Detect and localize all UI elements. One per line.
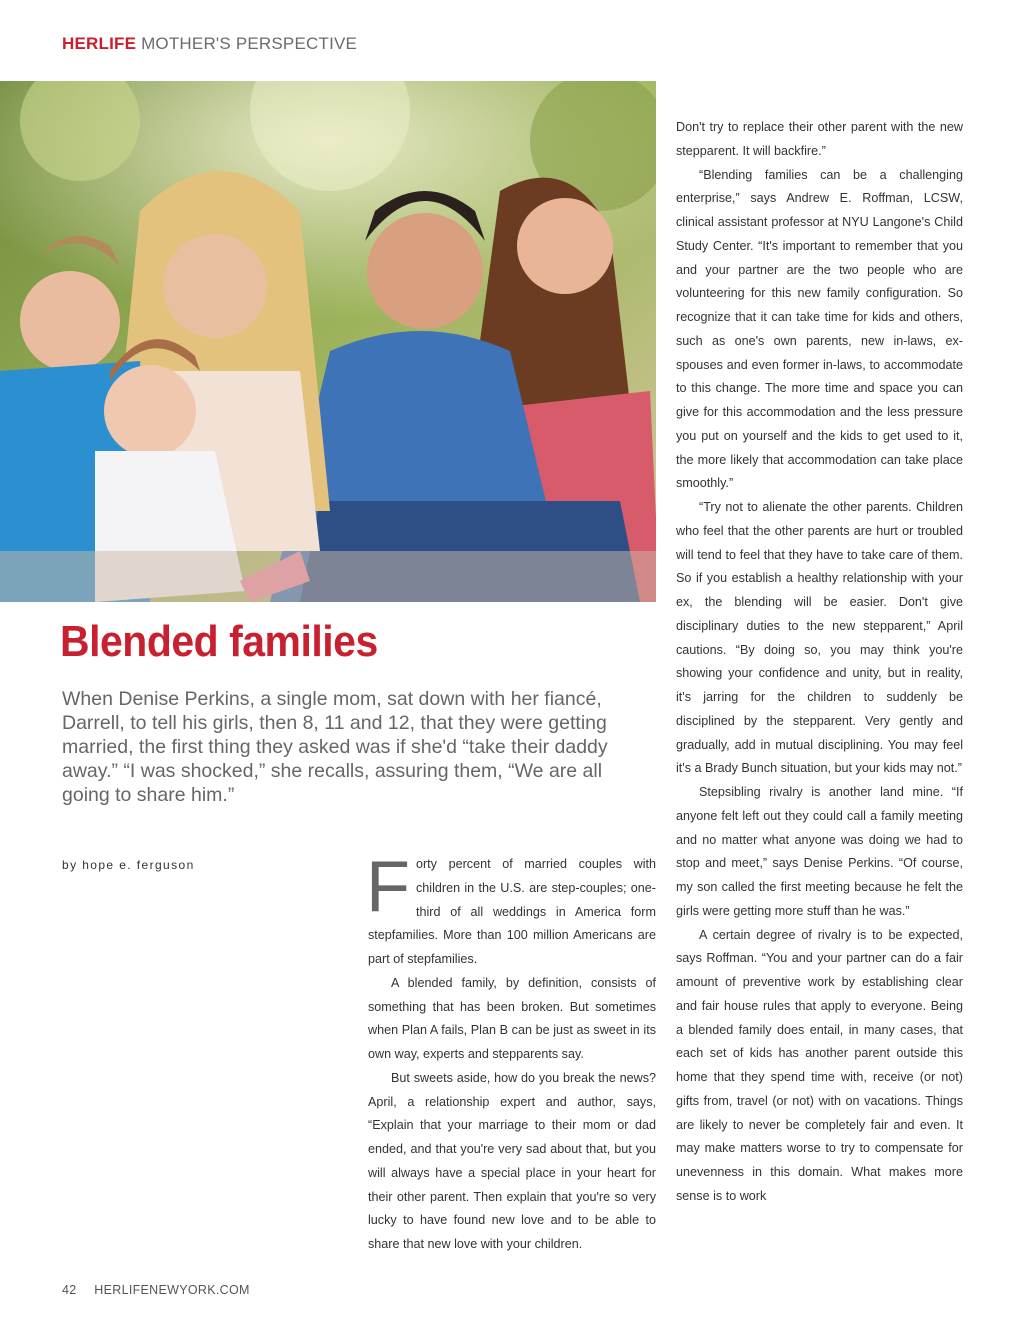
byline: by hope e. ferguson	[62, 858, 195, 872]
page-header	[62, 34, 357, 54]
drop-cap: F	[366, 847, 410, 927]
article-deck: When Denise Perkins, a single mom, sat down with her fiancé, Darrell, to tell his girls, then 8, 11 and 12, that they were getting married, the first thing they asked was if she'd “take their daddy away.” “I was shocked,” she recalls, assuring them, “We are all going to share him.”	[62, 688, 608, 806]
paragraph-text: orty percent of married couples with children in the U.S. are step-couples; one-third of all weddings in America form stepfamilies. More than 100 million Americans are part of stepfamilies.	[368, 857, 656, 966]
page-number: 42	[62, 1283, 77, 1297]
body-column-1	[366, 847, 656, 1257]
body-paragraph: “Blending families can be a challenging enterprise,” says Andrew E. Roffman, LCSW, clinical assistant professor at NYU Langone's Child Study Center. “It's important to remember that you and your partner are the two people who are volunteering for this new family configuration. So recognize that it can take time for kids and others, such as one's own parents, new in-laws, ex-spouses and even former in-laws, to accommodate to this change. The more time and space you can give for this accommodation and the less pressure you put on yourself and the kids to get used to it, the more likely that accommodation can take place smoothly.”	[676, 167, 963, 491]
page-footer	[62, 1283, 250, 1297]
body-paragraph: Stepsibling rivalry is another land mine. “If anyone felt left out they could call a family meeting and no matter what anyone was doing we had to stop and meet,” says Denise Perkins. “Of course, my son called the first meeting because he felt the girls were getting more stuff than he was.”	[676, 785, 963, 918]
family-photo	[0, 81, 656, 602]
body-paragraph: A certain degree of rivalry is to be expected, says Roffman. “You and your partner can do a fair amount of preventive work by establishing clear and fair house rules that apply to everyone. Being a blended family does entail, in many cases, that each set of kids has another parent outside this home that they spend time with, receive (or not) gifts from, travel (or not) with on vacations. Things are likely to never be completely fair and even. It may make matters worse to try to compensate for unevenness in this domain. What makes more sense is to work	[676, 927, 963, 1203]
website-url: HERLIFENEWYORK.COM	[94, 1283, 250, 1297]
body-paragraph: Don't try to replace their other parent with the new stepparent. It will backfire.”	[676, 120, 963, 158]
body-paragraph: A blended family, by definition, consists of something that has been broken. But sometimes when Plan A fails, Plan B can be just as sweet in its own way, experts and stepparents say.	[368, 975, 656, 1061]
body-column-2	[676, 116, 963, 1209]
section-name: MOTHER'S PERSPECTIVE	[141, 34, 358, 53]
body-paragraph: But sweets aside, how do you break the news? April, a relationship expert and author, says, “Explain that your marriage to their mom or dad ended, and that you're very sad about that, but you will always have a special place in your heart for their other parent. Then explain that you're so very lucky to have found new love and to be able to share that new love with your children.	[368, 1070, 656, 1251]
magazine-brand: HERLIFE	[62, 34, 137, 53]
article-title: Blended families	[60, 617, 378, 666]
body-paragraph: “Try not to alienate the other parents. Children who feel that the other parents are hurt or troubled will tend to feel that they have to take care of them. So if you establish a healthy relationship with your ex, the blending will be easier. Don't give disciplinary duties to the new stepparent,” April cautions. “By doing so, you may think you're showing your confidence and unity, but in reality, it's jarring for the children to suddenly be disciplined by the stepparent. Very gently and gradually, add in mutual disciplining. You may feel it's a Brady Bunch situation, but your kids may not.”	[676, 500, 963, 776]
body-paragraph	[366, 847, 656, 972]
